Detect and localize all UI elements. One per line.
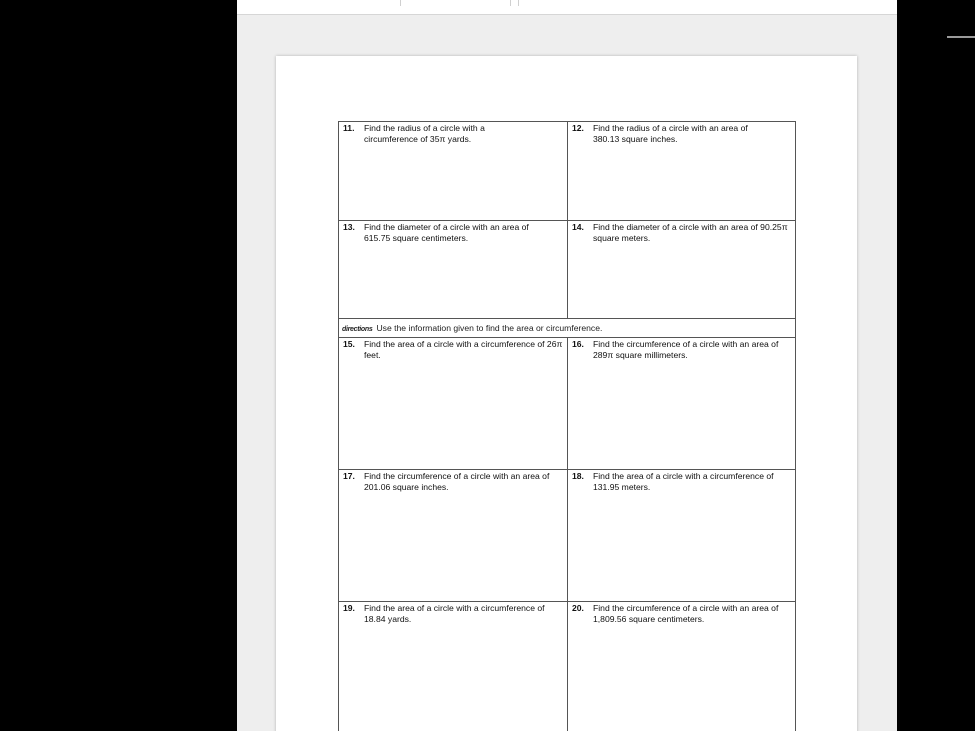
problem-number: 16. [572,339,584,349]
directions-row [338,318,796,338]
problem-text: Find the radius of a circle with an area of 380.13 square inches. [593,123,748,144]
directions-label: directions [342,326,373,333]
problem-number: 12. [572,123,584,133]
problem-number: 17. [343,471,355,481]
problem-cell-18 [567,469,796,602]
problem-cell-14 [567,220,796,319]
viewer-toolbar [237,0,897,15]
problem-number: 11. [343,123,355,133]
problem-number: 13. [343,222,355,232]
problem-text: Find the area of a circle with a circumference of 18.84 yards. [364,603,545,624]
problem-text: Find the circumference of a circle with an area of 289π square millimeters. [593,339,779,360]
problem-text: Find the circumference of a circle with an area of 1,809.56 square centimeters. [593,603,779,624]
worksheet-page [276,56,857,731]
problem-number: 20. [572,603,584,613]
problem-number: 15. [343,339,355,349]
toolbar-divider [518,0,519,6]
problem-cell-15 [338,337,568,470]
problem-cell-17 [338,469,568,602]
problem-text: Find the diameter of a circle with an area of 90.25π square meters. [593,222,788,243]
toolbar-divider [510,0,511,6]
problem-cell-12 [567,121,796,221]
problem-cell-13 [338,220,568,319]
document-viewer[interactable] [237,0,897,731]
problem-number: 19. [343,603,355,613]
problem-text: Find the area of a circle with a circumference of 26π feet. [364,339,563,360]
problem-cell-11 [338,121,568,221]
problem-cell-20 [567,601,796,731]
problem-text: Find the radius of a circle with a circumference of 35π yards. [364,123,485,144]
problem-text: Find the circumference of a circle with an area of 201.06 square inches. [364,471,550,492]
problem-number: 14. [572,222,584,232]
toolbar-divider [400,0,401,6]
problem-text: Find the diameter of a circle with an area of 615.75 square centimeters. [364,222,529,243]
problem-cell-19 [338,601,568,731]
side-scroll-indicator[interactable] [947,36,975,38]
problem-number: 18. [572,471,584,481]
directions-text: Use the information given to find the area or circumference. [376,323,603,333]
problem-text: Find the area of a circle with a circumference of 131.95 meters. [593,471,774,492]
problem-cell-16 [567,337,796,470]
